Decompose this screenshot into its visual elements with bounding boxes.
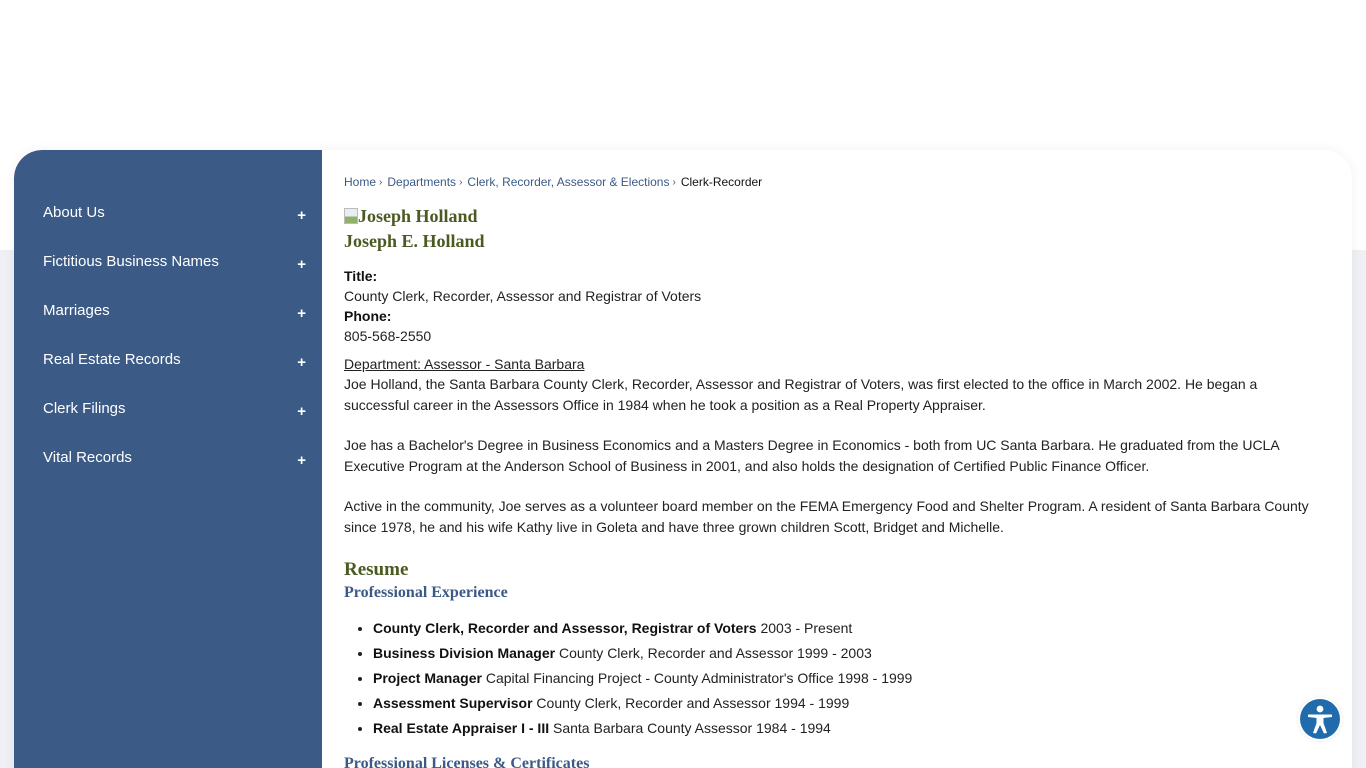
phone-value: 805-568-2550 — [344, 328, 432, 344]
list-item: • Assessment Supervisor County Clerk, Recorder and Assessor 1994 - 1999 — [373, 691, 1330, 716]
list-item: • Real Estate Appraiser I - III Santa Barbara County Assessor 1984 - 1994 — [373, 716, 1330, 741]
chevron-right-icon: › — [672, 176, 676, 188]
sidebar-item-label: Fictitious Business Names — [43, 253, 219, 270]
breadcrumb — [344, 172, 1330, 192]
profile-image-alt-text: Joseph Holland — [358, 205, 478, 226]
plus-icon[interactable]: + — [297, 354, 306, 371]
licenses-heading: Professional Licenses & Certificates — [344, 755, 590, 768]
broken-image-icon — [344, 208, 358, 224]
experience-list — [344, 616, 1330, 741]
page-card — [14, 150, 1352, 768]
title-value: County Clerk, Recorder, Assessor and Registrar of Voters — [344, 288, 702, 304]
breadcrumb-clerk-recorder-assessor-elections[interactable]: Clerk, Recorder, Assessor & Elections — [467, 175, 670, 189]
list-item: • Business Division Manager County Clerk, Recorder and Assessor 1999 - 2003 — [373, 641, 1330, 666]
list-item: • County Clerk, Recorder and Assessor, Registrar of Voters 2003 - Present — [373, 616, 1330, 641]
bio-paragraph: Joe has a Bachelor's Degree in Business Economics and a Masters Degree in Economics - both from UC Santa Barbara. He graduated from the UCLA Executive Program at the Anderson School of Business in 2001, and also holds the designation of Certified Public Finance Officer. — [344, 437, 1279, 474]
profile-image — [344, 205, 1330, 227]
sidebar-item-label: Real Estate Records — [43, 351, 181, 368]
main-content — [322, 150, 1352, 768]
title-label: Title: — [344, 268, 378, 284]
breadcrumb-home[interactable]: Home — [344, 175, 377, 189]
breadcrumb-current: Clerk-Recorder — [680, 175, 763, 189]
sidebar-item-clerk-filings[interactable] — [14, 384, 322, 433]
resume-heading: Resume — [344, 559, 409, 580]
sidebar-item-vital-records[interactable] — [14, 433, 322, 482]
sidebar-item-label: About Us — [43, 204, 105, 221]
accessibility-icon — [1306, 704, 1334, 734]
phone-label: Phone: — [344, 308, 392, 324]
plus-icon[interactable]: + — [297, 403, 306, 420]
sidebar-item-label: Vital Records — [43, 449, 132, 466]
sidebar-item-about-us[interactable] — [14, 188, 322, 237]
bio-paragraph: Active in the community, Joe serves as a volunteer board member on the FEMA Emergency Food and Shelter Program. A resident of Santa Barbara County since 1978, he and his wife Kathy live in Goleta and have three grown children Scott, Bridget and Michelle. — [344, 498, 1309, 535]
sidebar-item-marriages[interactable] — [14, 286, 322, 335]
plus-icon[interactable]: + — [297, 305, 306, 322]
sidebar-item-fictitious-business-names[interactable] — [14, 237, 322, 286]
plus-icon[interactable]: + — [297, 207, 306, 224]
chevron-right-icon: › — [459, 176, 463, 188]
sidebar-item-label: Marriages — [43, 302, 110, 319]
sidebar-nav — [14, 150, 322, 768]
department-link[interactable]: Department: Assessor - Santa Barbara — [344, 356, 585, 372]
sidebar-item-label: Clerk Filings — [43, 400, 126, 417]
breadcrumb-departments[interactable]: Departments — [387, 175, 457, 189]
professional-experience-heading: Professional Experience — [344, 584, 508, 601]
accessibility-button[interactable] — [1300, 699, 1340, 739]
bio-paragraph: Joe Holland, the Santa Barbara County Clerk, Recorder, Assessor and Registrar of Voters, was first elected to the office in March 2002. He began a successful career in the Assessors Office in 1984 when he took a position as a Real Property Appraiser. — [344, 376, 1258, 413]
list-item: • Project Manager Capital Financing Project - County Administrator's Office 1998 - 1999 — [373, 666, 1330, 691]
chevron-right-icon: › — [379, 176, 383, 188]
profile-name: Joseph E. Holland — [344, 231, 485, 251]
plus-icon[interactable]: + — [297, 256, 306, 273]
sidebar-item-real-estate-records[interactable] — [14, 335, 322, 384]
plus-icon[interactable]: + — [297, 452, 306, 469]
